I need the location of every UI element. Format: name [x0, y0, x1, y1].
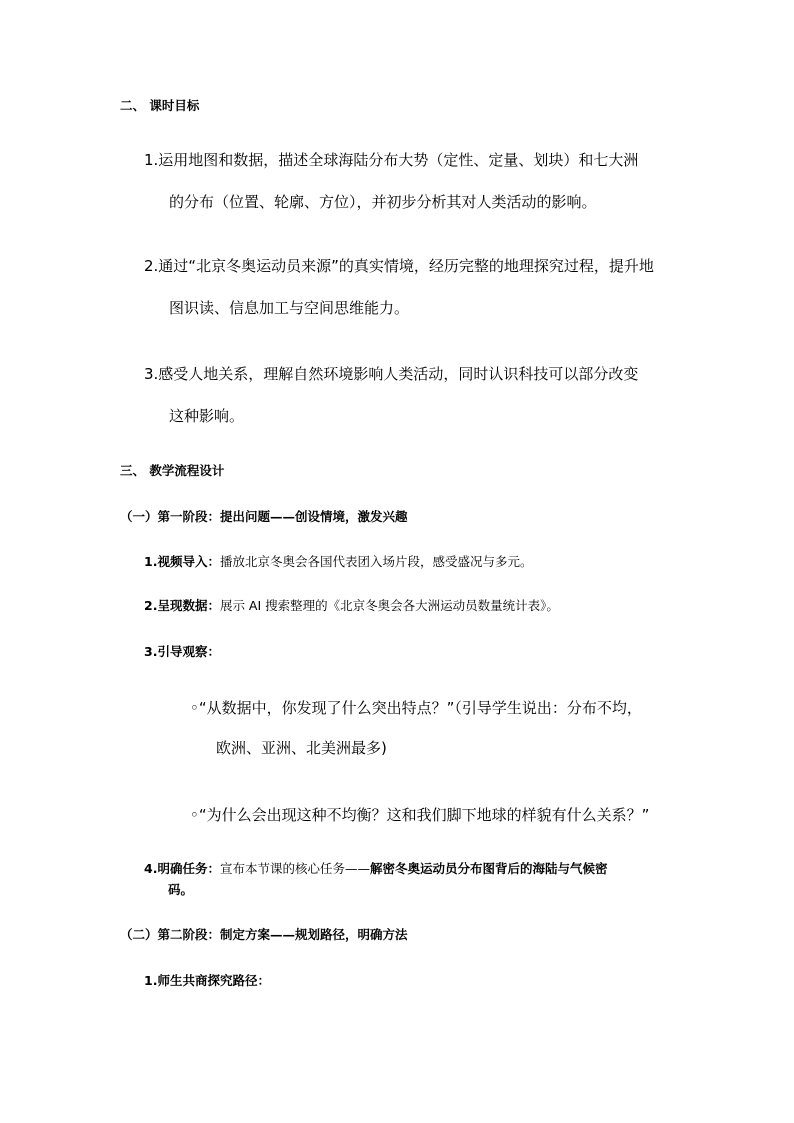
goal-1-line-1: 1.运用地图和数据，描述全球海陆分布大势（定性、定量、划块）和七大洲: [144, 151, 639, 169]
stage-1-item-2-text: 展示 AI 搜索整理的《北京冬奥会各大洲运动员数量统计表》。: [219, 598, 559, 613]
stage-1-item-3-label: 3.引导观察：: [144, 644, 220, 659]
section-title-flow: 三、 教学流程设计: [120, 463, 225, 478]
question-2: ◦“为什么会出现这种不均衡？这和我们脚下地球的样貌有什么关系？”: [190, 806, 650, 824]
stage-1-item-4-text: 宣布本节课的核心任务——: [219, 861, 370, 876]
stage-2-item-1-label: 1.师生共商探究路径：: [144, 973, 270, 988]
goal-2-line-2: 图识读、信息加工与空间思维能力。: [169, 299, 410, 317]
question-1-line-2: 欧洲、亚洲、北美洲最多): [216, 739, 387, 757]
stage-1-item-2: [144, 600, 559, 613]
stage-1-item-4-label: 4.明确任务：: [144, 861, 220, 876]
section-title-goals: 二、 课时目标: [120, 98, 200, 113]
question-1-line-1: ◦“从数据中，你发现了什么突出特点？”（引导学生说出：分布不均，: [190, 699, 642, 717]
goal-1-line-2: 的分布（位置、轮廓、方位），并初步分析其对人类活动的影响。: [169, 193, 597, 211]
stage-2-title: （二）第二阶段：制定方案——规划路径，明确方法: [120, 927, 408, 942]
stage-1-item-4-line-2: 码。: [168, 882, 194, 897]
stage-1-item-4-line-1: [144, 863, 607, 876]
goal-3-line-1: 3.感受人地关系，理解自然环境影响人类活动，同时认识科技可以部分改变: [144, 365, 639, 383]
stage-1-item-1: [144, 556, 532, 569]
stage-1-title: （一）第一阶段：提出问题——创设情境，激发兴趣: [120, 509, 408, 524]
stage-1-item-1-label: 1.视频导入：: [144, 554, 220, 569]
stage-1-item-2-label: 2.呈现数据：: [144, 598, 220, 613]
goal-3-line-2: 这种影响。: [169, 407, 245, 425]
stage-1-item-1-text: 播放北京冬奥会各国代表团入场片段，感受盛况与多元。: [219, 554, 533, 569]
goal-2-line-1: 2.通过“北京冬奥运动员来源”的真实情境，经历完整的地理探究过程，提升地: [144, 257, 654, 275]
stage-1-item-4-emphasis: 解密冬奥运动员分布图背后的海陆与气候密: [369, 861, 608, 876]
